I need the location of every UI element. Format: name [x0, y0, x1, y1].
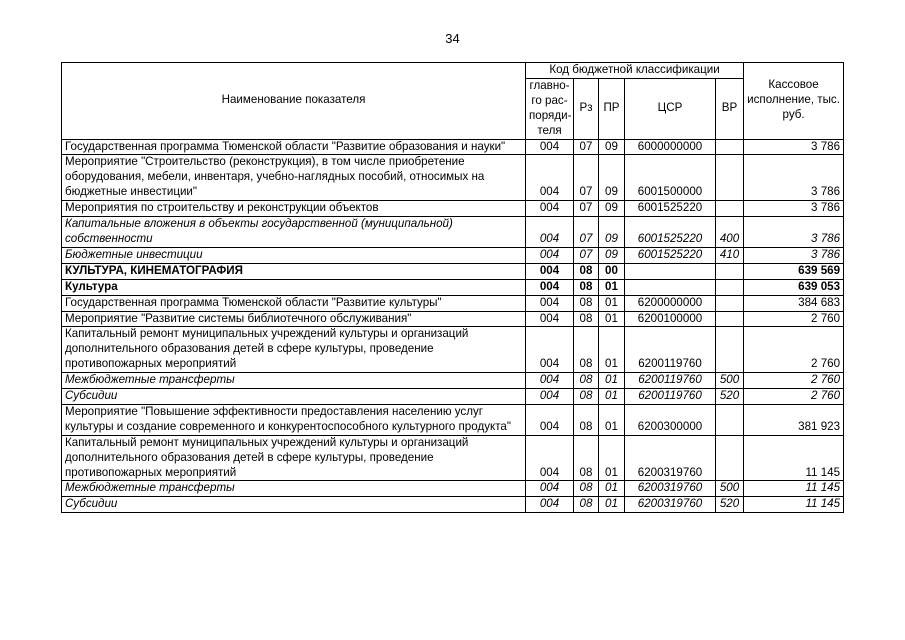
cell-csr: 6200000000: [625, 295, 716, 311]
cell-csr: 6200319760: [625, 497, 716, 513]
cell-glava: 004: [526, 263, 574, 279]
cell-name: Государственная программа Тюменской области "Развитие образования и науки": [62, 139, 526, 155]
table-row: [62, 497, 844, 513]
cell-pr: 01: [599, 497, 625, 513]
cell-csr: 6001525220: [625, 247, 716, 263]
table-row: [62, 279, 844, 295]
cell-name: Мероприятие "Развитие системы библиотечного обслуживания": [62, 311, 526, 327]
cell-rz: 07: [574, 201, 599, 217]
cell-glava: 004: [526, 217, 574, 248]
cell-rz: 07: [574, 217, 599, 248]
cell-rz: 07: [574, 247, 599, 263]
cell-glava: 004: [526, 481, 574, 497]
cell-amount: 2 760: [744, 327, 844, 373]
cell-rz: 08: [574, 481, 599, 497]
cell-glava: 004: [526, 247, 574, 263]
cell-name: КУЛЬТУРА, КИНЕМАТОГРАФИЯ: [62, 263, 526, 279]
cell-glava: 004: [526, 497, 574, 513]
cell-name: Мероприятие "Строительство (реконструкция), в том числе приобретение оборудования, мебели, инвентаря, учебно-наглядных пособий, относимых на бюджетные инвестиции": [62, 155, 526, 201]
cell-rz: 08: [574, 263, 599, 279]
cell-pr: 01: [599, 389, 625, 405]
cell-vr: 520: [716, 389, 744, 405]
cell-vr: [716, 435, 744, 481]
cell-vr: [716, 311, 744, 327]
header-vr: ВР: [716, 78, 744, 139]
header-rz: Рз: [574, 78, 599, 139]
cell-name: Бюджетные инвестиции: [62, 247, 526, 263]
cell-pr: 01: [599, 327, 625, 373]
cell-pr: 01: [599, 404, 625, 435]
cell-pr: 01: [599, 481, 625, 497]
cell-amount: 639 569: [744, 263, 844, 279]
cell-vr: 520: [716, 497, 744, 513]
cell-glava: 004: [526, 155, 574, 201]
cell-glava: 004: [526, 279, 574, 295]
cell-rz: 08: [574, 404, 599, 435]
cell-csr: 6200300000: [625, 404, 716, 435]
cell-vr: [716, 263, 744, 279]
cell-csr: 6200119760: [625, 389, 716, 405]
cell-pr: 01: [599, 373, 625, 389]
table-row: [62, 327, 844, 373]
header-name: Наименование показателя: [62, 63, 526, 140]
cell-pr: 09: [599, 139, 625, 155]
cell-amount: 3 786: [744, 139, 844, 155]
header-glava: главно- го рас- поряди- теля: [526, 78, 574, 139]
cell-csr: [625, 279, 716, 295]
cell-name: Государственная программа Тюменской области "Развитие культуры": [62, 295, 526, 311]
cell-vr: 410: [716, 247, 744, 263]
table-row: [62, 295, 844, 311]
cell-glava: 004: [526, 327, 574, 373]
cell-vr: [716, 327, 744, 373]
table-row: [62, 389, 844, 405]
cell-amount: 11 145: [744, 481, 844, 497]
header-amount: Кассовое исполнение, тыс. руб.: [744, 63, 844, 140]
cell-glava: 004: [526, 389, 574, 405]
table-row: [62, 311, 844, 327]
cell-pr: 01: [599, 295, 625, 311]
cell-glava: 004: [526, 373, 574, 389]
cell-rz: 08: [574, 435, 599, 481]
cell-amount: 639 053: [744, 279, 844, 295]
cell-vr: [716, 201, 744, 217]
cell-glava: 004: [526, 311, 574, 327]
cell-rz: 08: [574, 389, 599, 405]
cell-amount: 3 786: [744, 247, 844, 263]
cell-name: Мероприятие "Повышение эффективности предоставления населению услуг культуры и создание современного и конкурентоспособного культурного продукта": [62, 404, 526, 435]
cell-amount: 2 760: [744, 389, 844, 405]
header-code-group: Код бюджетной классификации: [526, 63, 744, 79]
header-pr: ПР: [599, 78, 625, 139]
table-row: [62, 201, 844, 217]
cell-amount: 3 786: [744, 155, 844, 201]
table-row: [62, 217, 844, 248]
cell-rz: 08: [574, 497, 599, 513]
cell-csr: 6200319760: [625, 435, 716, 481]
cell-csr: 6001525220: [625, 217, 716, 248]
cell-name: Капитальные вложения в объекты государственной (муниципальной) собственности: [62, 217, 526, 248]
cell-pr: 09: [599, 217, 625, 248]
cell-csr: 6200100000: [625, 311, 716, 327]
cell-name: Культура: [62, 279, 526, 295]
cell-csr: 6001525220: [625, 201, 716, 217]
cell-glava: 004: [526, 404, 574, 435]
cell-rz: 08: [574, 311, 599, 327]
cell-rz: 08: [574, 373, 599, 389]
cell-rz: 07: [574, 155, 599, 201]
cell-vr: [716, 295, 744, 311]
budget-table: [61, 62, 844, 513]
table-row: [62, 155, 844, 201]
cell-glava: 004: [526, 435, 574, 481]
cell-name: Межбюджетные трансферты: [62, 481, 526, 497]
cell-glava: 004: [526, 201, 574, 217]
table-row: [62, 373, 844, 389]
table-row: [62, 404, 844, 435]
cell-rz: 08: [574, 295, 599, 311]
cell-csr: 6200319760: [625, 481, 716, 497]
cell-vr: 500: [716, 373, 744, 389]
table-row: [62, 435, 844, 481]
cell-name: Мероприятия по строительству и реконструкции объектов: [62, 201, 526, 217]
cell-pr: 01: [599, 311, 625, 327]
table-body: [62, 139, 844, 513]
cell-name: Капитальный ремонт муниципальных учреждений культуры и организаций дополнительного образования детей в сфере культуры, проведение противопожарных мероприятий: [62, 327, 526, 373]
cell-rz: 07: [574, 139, 599, 155]
table-row: [62, 247, 844, 263]
cell-vr: [716, 404, 744, 435]
cell-vr: [716, 155, 744, 201]
cell-name: Межбюджетные трансферты: [62, 373, 526, 389]
cell-csr: [625, 263, 716, 279]
cell-rz: 08: [574, 279, 599, 295]
cell-name: Субсидии: [62, 389, 526, 405]
cell-csr: 6200119760: [625, 327, 716, 373]
cell-vr: [716, 139, 744, 155]
cell-glava: 004: [526, 139, 574, 155]
cell-name: Капитальный ремонт муниципальных учреждений культуры и организаций дополнительного образования детей в сфере культуры, проведение противопожарных мероприятий: [62, 435, 526, 481]
header-csr: ЦСР: [625, 78, 716, 139]
cell-csr: 6000000000: [625, 139, 716, 155]
cell-pr: 00: [599, 263, 625, 279]
cell-name: Субсидии: [62, 497, 526, 513]
header-row-top: [62, 63, 844, 79]
cell-vr: 400: [716, 217, 744, 248]
cell-amount: 3 786: [744, 201, 844, 217]
cell-csr: 6200119760: [625, 373, 716, 389]
cell-rz: 08: [574, 327, 599, 373]
page-number: 34: [445, 31, 460, 46]
table-row: [62, 481, 844, 497]
cell-pr: 09: [599, 155, 625, 201]
cell-amount: 2 760: [744, 311, 844, 327]
cell-amount: 2 760: [744, 373, 844, 389]
cell-amount: 384 683: [744, 295, 844, 311]
cell-amount: 3 786: [744, 217, 844, 248]
table-row: [62, 263, 844, 279]
cell-amount: 381 923: [744, 404, 844, 435]
table-row: [62, 139, 844, 155]
cell-amount: 11 145: [744, 497, 844, 513]
cell-pr: 01: [599, 279, 625, 295]
cell-vr: [716, 279, 744, 295]
cell-glava: 004: [526, 295, 574, 311]
cell-pr: 01: [599, 435, 625, 481]
cell-pr: 09: [599, 247, 625, 263]
cell-csr: 6001500000: [625, 155, 716, 201]
cell-amount: 11 145: [744, 435, 844, 481]
cell-pr: 09: [599, 201, 625, 217]
cell-vr: 500: [716, 481, 744, 497]
